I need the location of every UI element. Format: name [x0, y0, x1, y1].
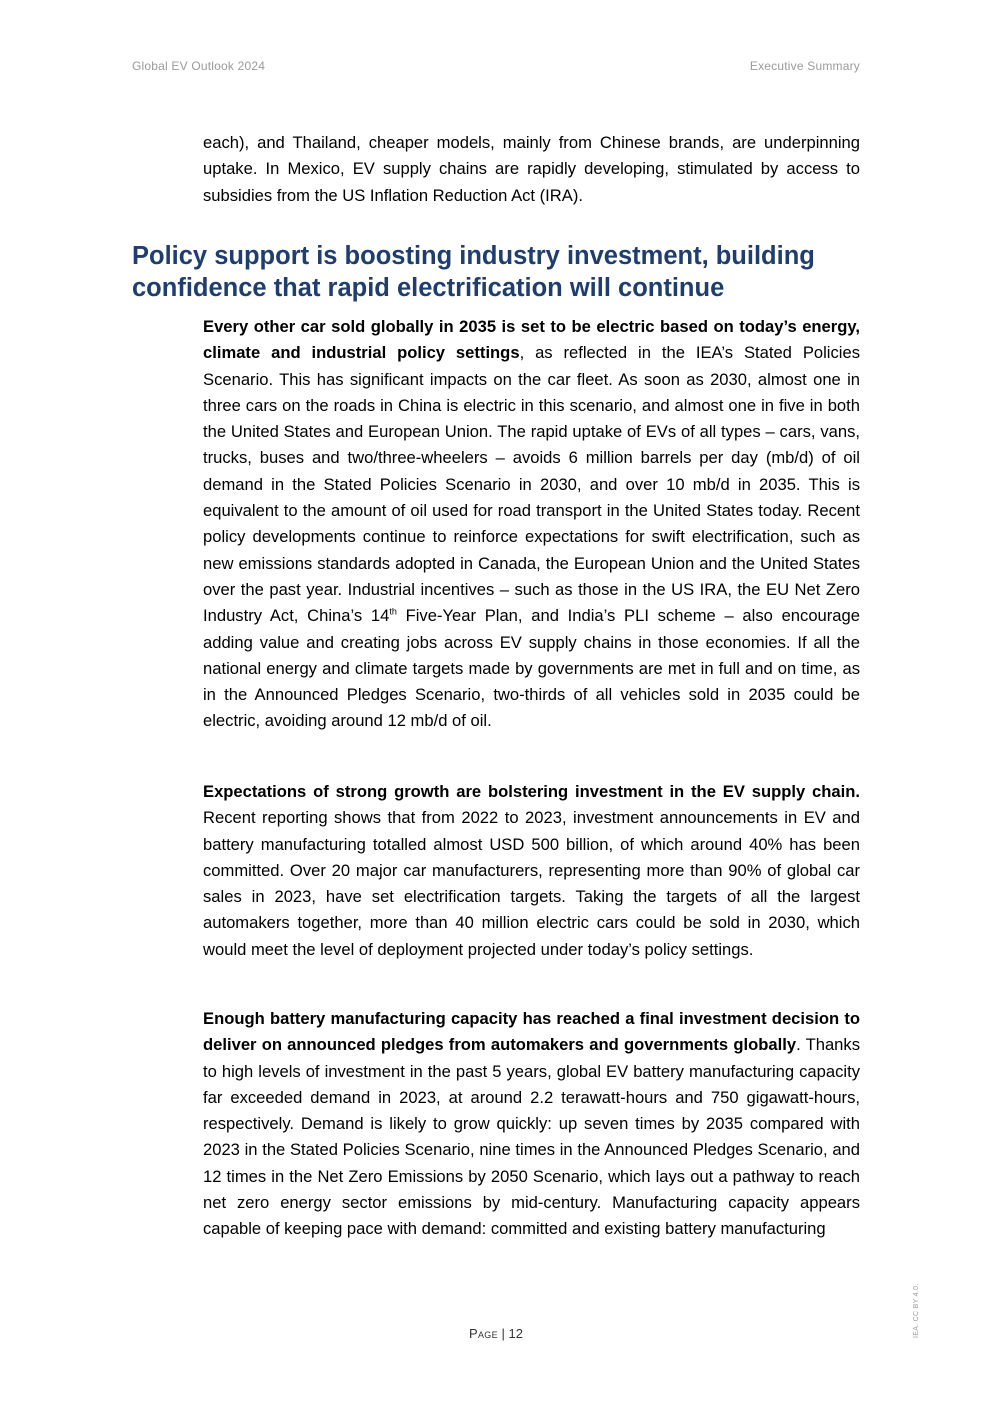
license-note: IEA. CC BY 4.0. [913, 1283, 920, 1338]
paragraph-body: , as reflected in the IEA’s Stated Policies Scenario. This has significant impacts on the car fleet. As soon as 2030, almost one in three cars on the roads in China is electric in this scenario, and almost one in five in both the United States and European Union. The rapid uptake of EVs of all types – cars, vans, trucks, buses and two/three-wheelers – avoids 6 million barrels per day (mb/d) of oil demand in the Stated Policies Scenario in 2030, and over 10 mb/d in 2035. This is equivalent to the amount of oil used for road transport in the United States today. Recent policy developments continue to reinforce expectations for swift electrification, such as new emissions standards adopted in Canada, the European Union and the United States over the past year. Industrial incentives – such as those in the US IRA, the EU Net Zero Industry Act, China’s 14 [203, 343, 860, 626]
page-separator: | [497, 1326, 509, 1341]
page-label: Page [469, 1326, 498, 1341]
paragraph-lead-bold: Enough battery manufacturing capacity has reached a final investment decision to deliver on announced pledges from automakers and governments globally [203, 1009, 860, 1055]
paragraph-body: . Thanks to high levels of investment in the past 5 years, global EV battery manufacturing capacity far exceeded demand in 2023, at around 2.2 terawatt-hours and 750 gigawatt-hours, respectively. Demand is likely to grow quickly: up seven times by 2035 compared with 2023 in the Stated Policies Scenario, nine times in the Announced Pledges Scenario, and 12 times in the Net Zero Emissions by 2050 Scenario, which lays out a pathway to reach net zero energy sector emissions by mid-century. Manufacturing capacity appears capable of keeping pace with demand: committed and existing battery manufacturing [203, 1035, 860, 1239]
intro-paragraph: each), and Thailand, cheaper models, mainly from Chinese brands, are underpinning uptake. In Mexico, EV supply chains are rapidly developing, stimulated by access to subsidies from the US Inflation Reduction Act (IRA). [203, 133, 860, 205]
page-number: 12 [508, 1326, 523, 1341]
paragraph-battery-capacity [203, 1006, 860, 1243]
paragraph-policy-settings [203, 314, 860, 735]
section-heading: Policy support is boosting industry investment, building confidence that rapid electrification will continue [132, 242, 815, 302]
paragraph-lead-bold: Every other car sold globally in 2035 is set to be electric based on today’s energy, climate and industrial policy settings [203, 317, 860, 363]
page-footer [0, 1326, 992, 1341]
paragraph-body-continued: Five-Year Plan, and India’s PLI scheme – also encourage adding value and creating jobs across EV supply chains in those economies. If all the national energy and climate targets made by governments are met in full and on time, as in the Announced Pledges Scenario, two-thirds of all vehicles sold in 2035 could be electric, avoiding around 12 mb/d of oil. [203, 606, 860, 731]
paragraph-lead-bold: Expectations of strong growth are bolstering investment in the EV supply chain. [203, 782, 860, 801]
paragraph-investment [203, 779, 860, 963]
paragraph-body: Recent reporting shows that from 2022 to 2023, investment announcements in EV and battery manufacturing totalled almost USD 500 billion, of which around 40% has been committed. Over 20 major car manufacturers, representing more than 90% of global car sales in 2023, have set electrification targets. Taking the targets of all the largest automakers together, more than 40 million electric cars could be sold in 2030, which would meet the level of deployment projected under today’s policy settings. [203, 808, 860, 959]
ordinal-superscript: th [389, 606, 397, 617]
header-document-title: Global EV Outlook 2024 [132, 59, 266, 73]
header-section-title: Executive Summary [749, 59, 860, 73]
